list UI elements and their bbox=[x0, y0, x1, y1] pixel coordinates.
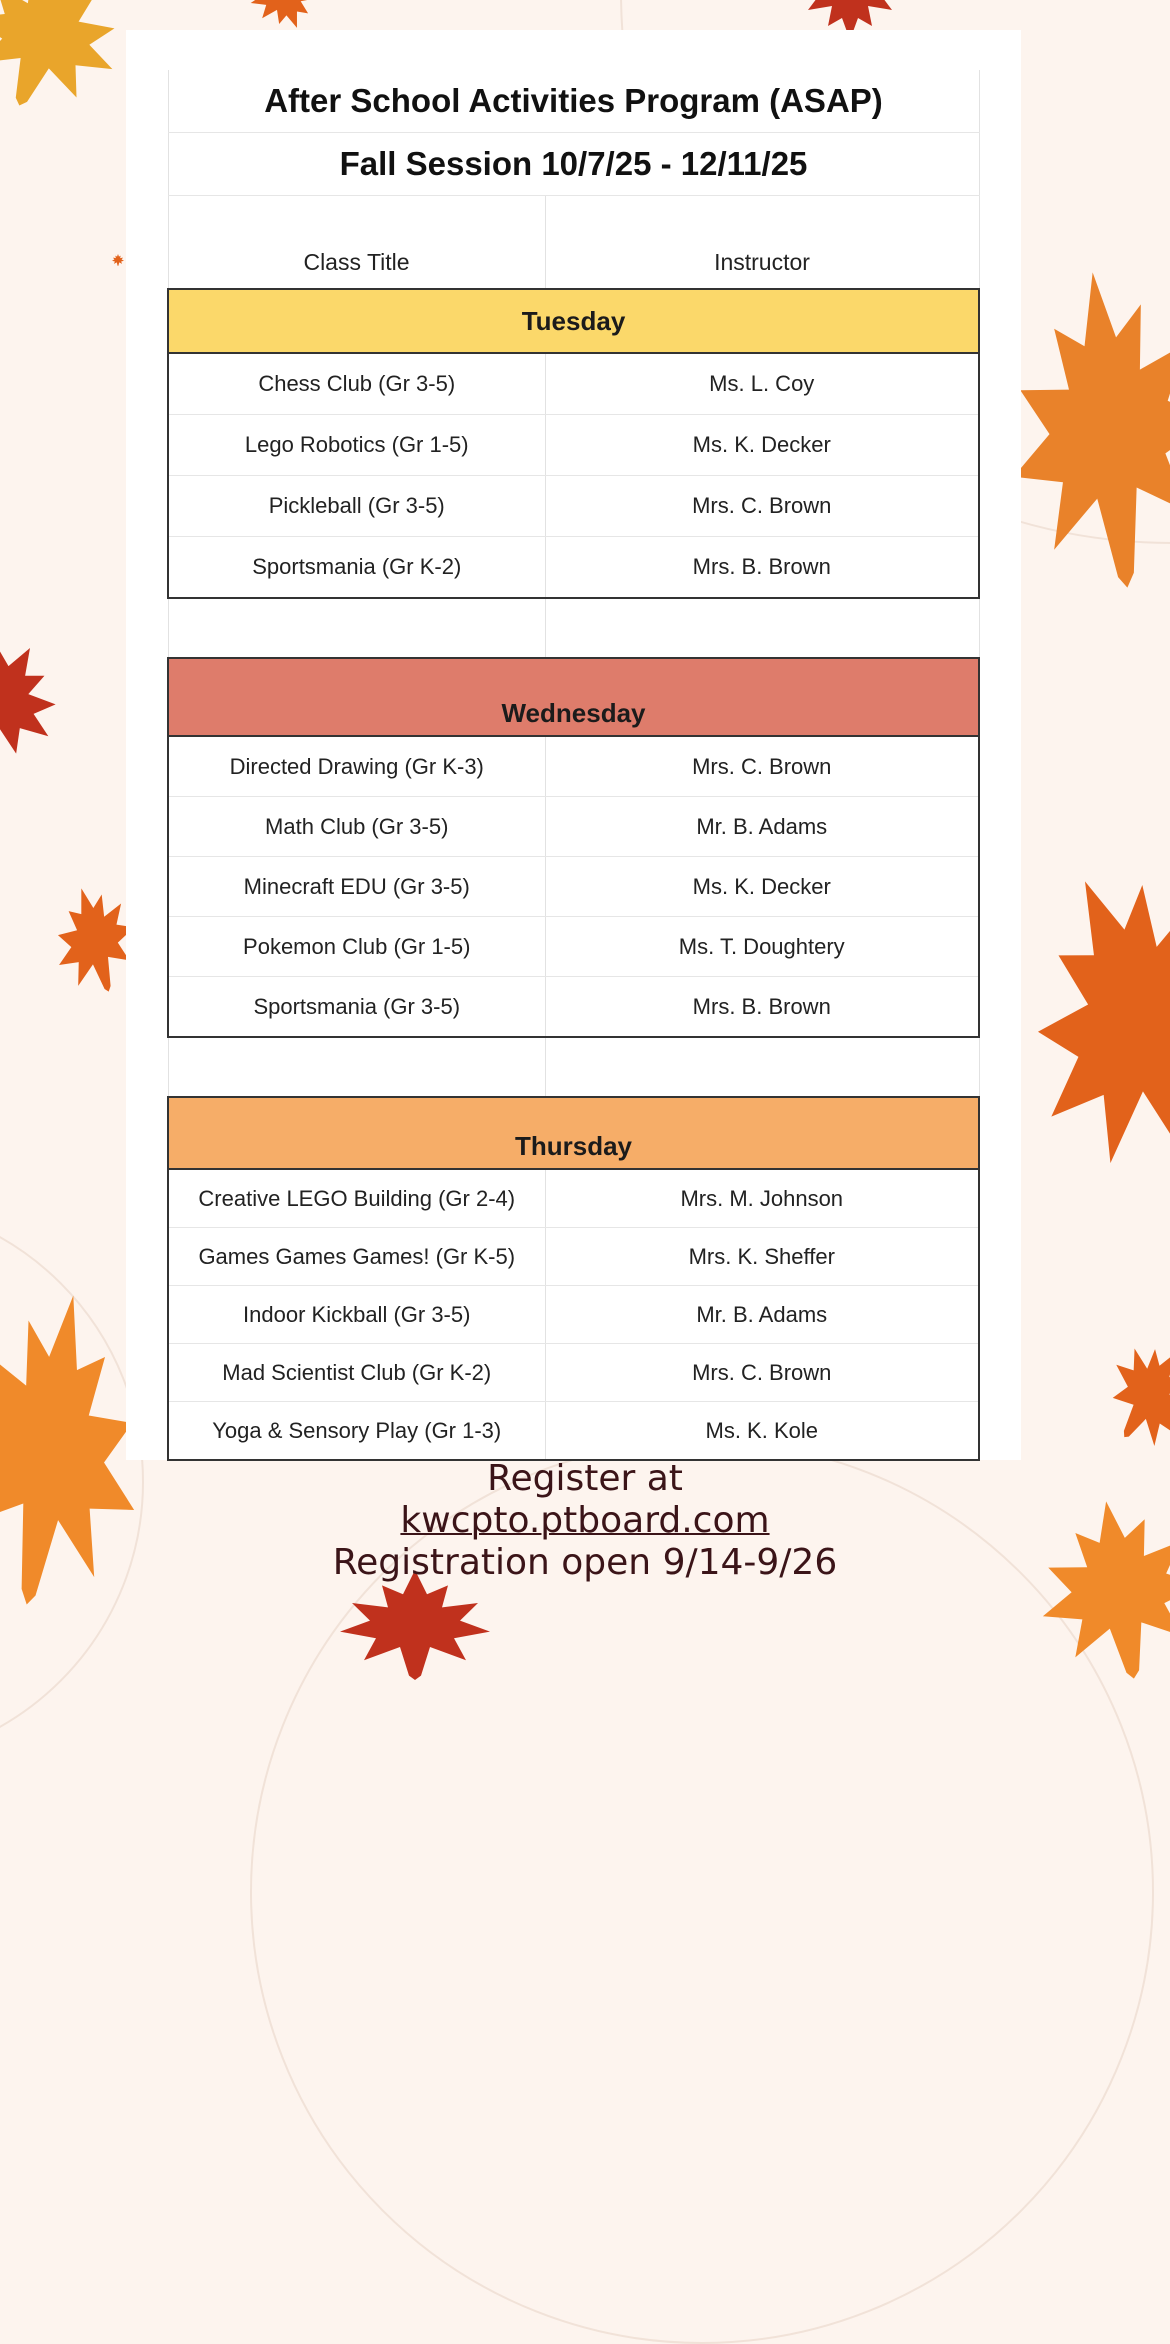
day-header-wednesday bbox=[168, 658, 979, 736]
instructor-cell: Ms. L. Coy bbox=[545, 353, 979, 415]
class-title-cell: Minecraft EDU (Gr 3-5) bbox=[168, 857, 545, 917]
session-dates: Fall Session 10/7/25 - 12/11/25 bbox=[168, 133, 979, 196]
instructor-cell: Mrs. C. Brown bbox=[545, 736, 979, 797]
spacer-row bbox=[168, 1037, 979, 1097]
table-row bbox=[168, 1344, 979, 1402]
class-title-cell: Creative LEGO Building (Gr 2-4) bbox=[168, 1169, 545, 1228]
maple-leaf-icon bbox=[1030, 860, 1170, 1180]
table-row bbox=[168, 1402, 979, 1461]
schedule-table bbox=[167, 70, 980, 1461]
class-title-cell: Math Club (Gr 3-5) bbox=[168, 797, 545, 857]
column-header-class-title: Class Title bbox=[168, 196, 545, 290]
table-row bbox=[168, 1228, 979, 1286]
instructor-cell: Mrs. B. Brown bbox=[545, 977, 979, 1038]
class-title-cell: Sportsmania (Gr K-2) bbox=[168, 537, 545, 599]
table-row bbox=[168, 1286, 979, 1344]
instructor-cell: Mrs. M. Johnson bbox=[545, 1169, 979, 1228]
instructor-cell: Ms. K. Decker bbox=[545, 857, 979, 917]
day-label: Wednesday bbox=[168, 658, 979, 736]
class-title-cell: Chess Club (Gr 3-5) bbox=[168, 353, 545, 415]
instructor-cell: Mrs. C. Brown bbox=[545, 476, 979, 537]
instructor-cell: Mrs. K. Sheffer bbox=[545, 1228, 979, 1286]
table-row bbox=[168, 353, 979, 415]
instructor-cell: Ms. T. Doughtery bbox=[545, 917, 979, 977]
title-row bbox=[168, 70, 979, 133]
instructor-cell: Ms. K. Kole bbox=[545, 1402, 979, 1461]
class-title-cell: Mad Scientist Club (Gr K-2) bbox=[168, 1344, 545, 1402]
table-row bbox=[168, 1169, 979, 1228]
table-row bbox=[168, 415, 979, 476]
maple-leaf-icon bbox=[0, 0, 120, 110]
instructor-cell: Mr. B. Adams bbox=[545, 797, 979, 857]
maple-leaf-icon bbox=[1010, 270, 1170, 590]
maple-leaf-icon bbox=[55, 885, 135, 995]
registration-footer bbox=[0, 1458, 1170, 1584]
table-row bbox=[168, 797, 979, 857]
class-title-cell: Lego Robotics (Gr 1-5) bbox=[168, 415, 545, 476]
class-title-cell: Directed Drawing (Gr K-3) bbox=[168, 736, 545, 797]
class-title-cell: Sportsmania (Gr 3-5) bbox=[168, 977, 545, 1038]
program-title: After School Activities Program (ASAP) bbox=[168, 70, 979, 133]
table-row bbox=[168, 736, 979, 797]
registration-window: Registration open 9/14-9/26 bbox=[332, 1542, 838, 1583]
day-header-thursday bbox=[168, 1097, 979, 1169]
column-header-row bbox=[168, 196, 979, 290]
table-row bbox=[168, 857, 979, 917]
class-title-cell: Indoor Kickball (Gr 3-5) bbox=[168, 1286, 545, 1344]
maple-leaf-icon bbox=[1110, 1340, 1170, 1450]
registration-link[interactable]: kwcpto.ptboard.com bbox=[400, 1500, 770, 1541]
spacer-row bbox=[168, 598, 979, 658]
table-row bbox=[168, 977, 979, 1038]
day-header-tuesday bbox=[168, 289, 979, 353]
class-title-cell: Pickleball (Gr 3-5) bbox=[168, 476, 545, 537]
instructor-cell: Mrs. B. Brown bbox=[545, 537, 979, 599]
table-row bbox=[168, 476, 979, 537]
session-row bbox=[168, 133, 979, 196]
maple-leaf-icon bbox=[112, 254, 124, 266]
maple-leaf-icon bbox=[250, 0, 320, 30]
class-title-cell: Pokemon Club (Gr 1-5) bbox=[168, 917, 545, 977]
table-row bbox=[168, 537, 979, 599]
table-row bbox=[168, 917, 979, 977]
day-label: Tuesday bbox=[168, 289, 979, 353]
instructor-cell: Mr. B. Adams bbox=[545, 1286, 979, 1344]
instructor-cell: Mrs. C. Brown bbox=[545, 1344, 979, 1402]
instructor-cell: Ms. K. Decker bbox=[545, 415, 979, 476]
column-header-instructor: Instructor bbox=[545, 196, 979, 290]
register-label: Register at bbox=[487, 1458, 683, 1499]
maple-leaf-icon bbox=[0, 630, 60, 770]
maple-leaf-icon bbox=[340, 1570, 490, 1680]
day-label: Thursday bbox=[168, 1097, 979, 1169]
class-title-cell: Yoga & Sensory Play (Gr 1-3) bbox=[168, 1402, 545, 1461]
class-title-cell: Games Games Games! (Gr K-5) bbox=[168, 1228, 545, 1286]
